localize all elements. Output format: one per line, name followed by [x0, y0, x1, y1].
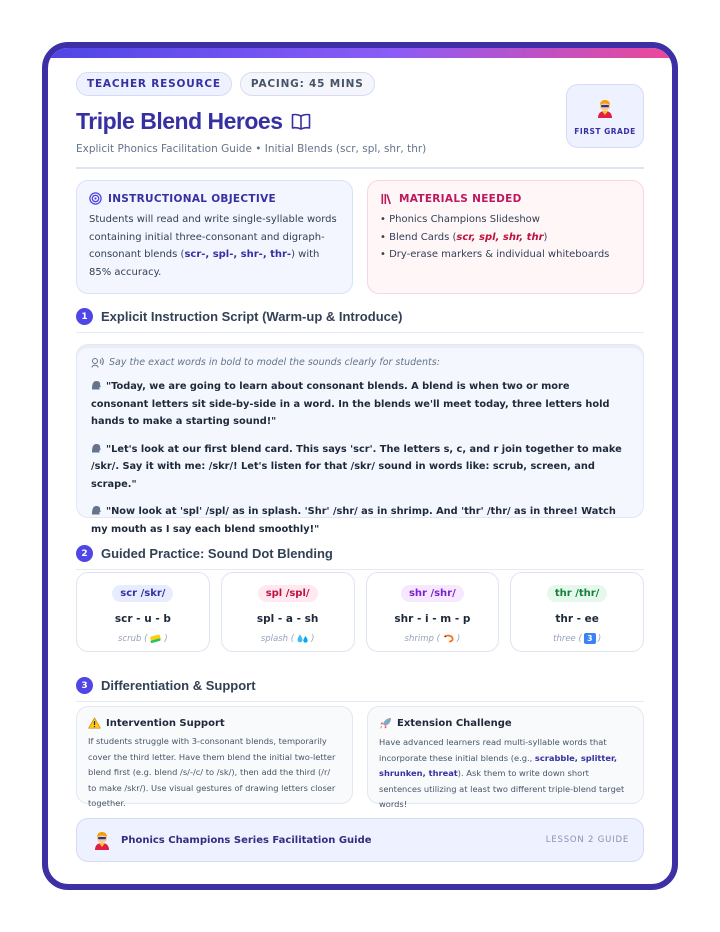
section-title: Guided Practice: Sound Dot Blending	[101, 546, 333, 561]
water-drops-icon	[296, 633, 309, 644]
shrimp-icon	[442, 633, 455, 644]
speaking-icon	[91, 357, 104, 368]
lesson-label: LESSON 2 GUIDE	[545, 835, 629, 845]
title-row	[76, 108, 644, 135]
section-number: 1	[76, 308, 93, 325]
footer-title: Phonics Champions Series Facilitation Guide	[121, 834, 372, 846]
blend-example: three ( 3 )	[553, 633, 602, 644]
grade-badge	[566, 84, 644, 148]
blend-card-thr	[510, 572, 644, 652]
script-paragraph: "Let's look at our first blend card. This says 'scr'. The letters s, c, and r join together to make /skr/. Say it with me: /skr/! Let's listen for that /skr/ sound in words like: scrub, screen, and scrape."	[91, 443, 622, 490]
blend-tag: thr /thr/	[547, 585, 607, 602]
section-1-header	[76, 308, 644, 333]
script-paragraph: "Now look at 'spl' /spl/ as in splash. 'Shr' /shr/ as in shrimp. And 'thr' /thr/ as in three! Watch my mouth as I say each blend smoothly!"	[91, 506, 616, 535]
blend-example: splash ( )	[260, 633, 315, 644]
intervention-text: If students struggle with 3-consonant blends, temporarily cover the third letter. Have them blend the initial two-letter blend first (e.g. blend /s/-/c/ to /sk/), then add the third (/r/ to make /skr/). Use visual gestures of drawing letters closer together.	[88, 736, 336, 808]
materials-item: • Dry-erase markers & individual whiteboards	[380, 246, 631, 264]
blend-segments: shr - i - m - p	[394, 613, 471, 625]
instruction-script-box	[76, 344, 644, 535]
page-subtitle: Explicit Phonics Facilitation Guide • Initial Blends (scr, spl, shr, thr)	[76, 143, 427, 155]
target-icon	[89, 192, 102, 205]
extension-text: Have advanced learners read multi-syllable words that incorporate these initial blends (e.g., scrabble, splitter, shrunken, threat). Ask them to write down short sentences utilizing at least two different triple-blend target words!	[379, 737, 625, 809]
extension-heading: Extension Challenge	[397, 718, 512, 729]
header-pills	[76, 72, 644, 96]
superhero-icon	[91, 829, 113, 851]
script-paragraph: "Today, we are going to learn about consonant blends. A blend is when two or more consonant letters sit side-by-side in a word. In the blends we'll meet today, three letters hold hands to make a starting sound!"	[91, 381, 610, 427]
header-divider	[76, 167, 644, 169]
materials-list	[380, 211, 631, 264]
materials-item: • Blend Cards (scr, spl, shr, thr)	[380, 229, 631, 247]
books-icon	[380, 192, 393, 205]
guide-card	[42, 42, 678, 890]
superhero-icon	[594, 97, 616, 119]
blend-tag: scr /skr/	[112, 585, 173, 602]
materials-item: • Phonics Champions Slideshow	[380, 211, 631, 229]
footer-banner	[76, 818, 644, 862]
section-3-header	[76, 677, 644, 702]
teacher-resource-pill: TEACHER RESOURCE	[76, 72, 232, 96]
blend-card-spl	[221, 572, 355, 652]
gradient-top-bar	[48, 48, 672, 58]
intervention-heading: Intervention Support	[106, 717, 225, 729]
materials-heading: MATERIALS NEEDED	[399, 192, 522, 205]
speaking-head-icon	[91, 380, 103, 390]
objective-box	[76, 180, 353, 294]
pacing-pill: PACING: 45 MINS	[240, 72, 375, 96]
differentiation-row	[76, 706, 644, 809]
rocket-icon	[379, 717, 392, 730]
intervention-box	[76, 706, 353, 808]
sponge-icon	[149, 633, 162, 644]
objective-heading: INSTRUCTIONAL OBJECTIVE	[108, 192, 276, 205]
section-number: 3	[76, 677, 93, 694]
open-book-icon	[291, 113, 311, 130]
section-title: Explicit Instruction Script (Warm-up & Introduce)	[101, 309, 403, 324]
blend-tag: spl /spl/	[258, 585, 318, 602]
grade-label: FIRST GRADE	[574, 126, 636, 136]
warning-icon	[88, 717, 101, 729]
blend-cards	[76, 572, 644, 652]
script-intro: Say the exact words in bold to model the sounds clearly for students:	[91, 357, 629, 368]
blend-example: shrimp ( )	[404, 633, 461, 644]
objective-text: Students will read and write single-syllable words containing initial three-consonant and digraph-consonant blends (scr-, spl-, shr-, thr-) with 85% accuracy.	[89, 214, 337, 278]
speaking-head-icon	[91, 443, 103, 453]
materials-box	[367, 180, 644, 294]
blend-example: scrub ( )	[118, 633, 168, 644]
section-2-header	[76, 545, 644, 570]
blend-segments: scr - u - b	[114, 613, 171, 625]
blend-segments: thr - ee	[555, 613, 599, 625]
card-content	[76, 72, 644, 846]
page-title: Triple Blend Heroes	[76, 108, 283, 134]
objective-materials-row	[76, 180, 644, 294]
keycap-three-icon: 3	[584, 633, 596, 644]
blend-card-scr	[76, 572, 210, 652]
blend-card-shr	[366, 572, 500, 652]
extension-box	[367, 706, 644, 809]
section-number: 2	[76, 545, 93, 562]
speaking-head-icon	[91, 505, 103, 515]
blend-segments: spl - a - sh	[256, 613, 319, 625]
blend-tag: shr /shr/	[401, 585, 464, 602]
section-title: Differentiation & Support	[101, 678, 256, 693]
